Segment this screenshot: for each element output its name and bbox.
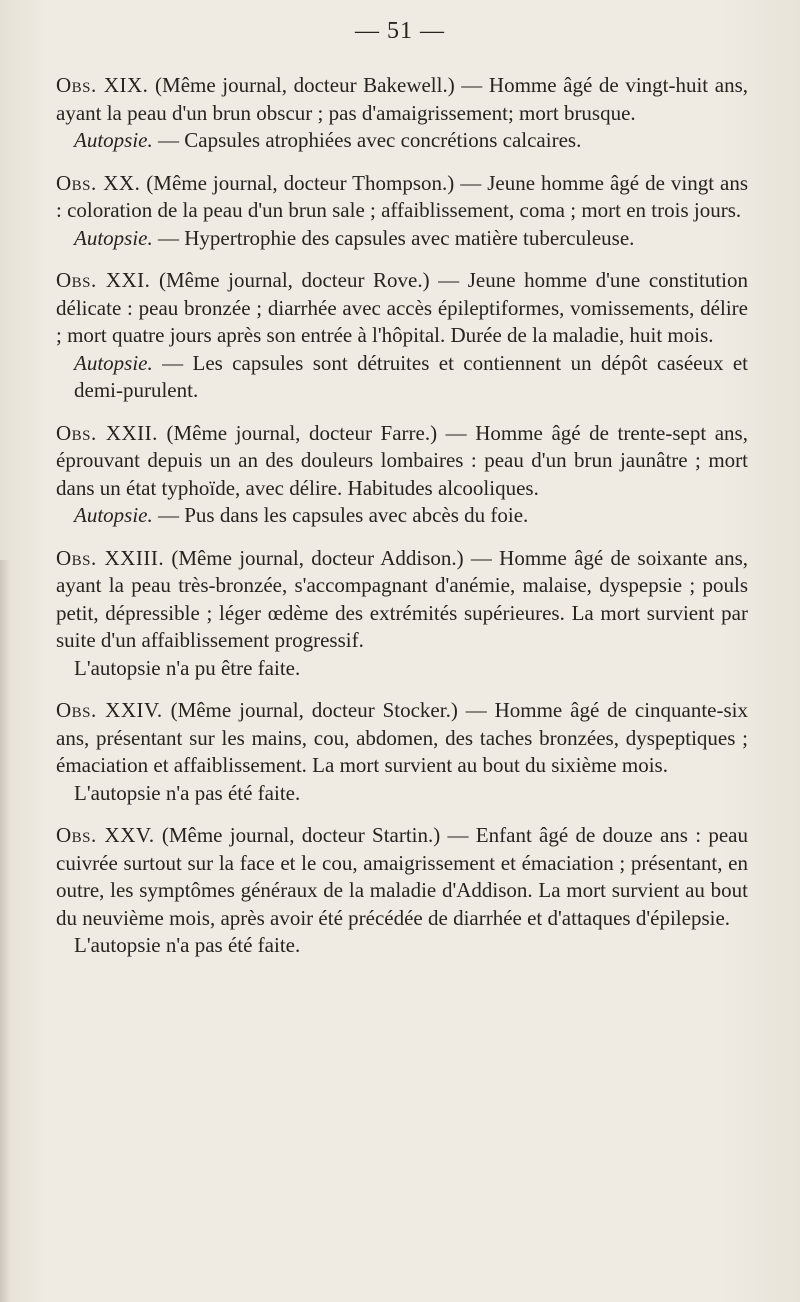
obs-body: (Même journal, docteur Farre.) — Homme âgé de trente-sept ans, éprouvant depuis un an des douleurs lombaires : peau d'un brun jaunâtre ; mort dans un état typhoïde, avec délire. Habitudes alcooliques.	[56, 420, 748, 500]
autopsy-note-25: L'autopsie n'a pas été faite.	[74, 933, 301, 957]
autopsy-note-24: L'autopsie n'a pas été faite.	[74, 780, 301, 805]
page-number: — 51 —	[355, 18, 445, 44]
observation-20	[56, 170, 748, 225]
obs-label: Obs. XXI.	[56, 268, 151, 292]
autopsy-text: — Hypertrophie des capsules avec matière tuberculeuse.	[152, 225, 635, 250]
autopsy-19	[56, 127, 748, 155]
obs-body: (Même journal, docteur Startin.) — Enfant âgé de douze ans : peau cuivrée surtout sur la face et le cou, amaigrissement et émaciation ; présentant, en outre, les symptômes généraux de la maladie d'Addison. La mort survient au bout du neuvième mois, après avoir été précédée de diarrhée et d'attaques d'épilepsie.	[56, 823, 748, 930]
autopsy-label: Autopsie.	[74, 128, 153, 152]
autopsy-label: Autopsie.	[74, 225, 153, 250]
obs-label: Obs. XXII.	[56, 420, 158, 445]
autopsy-text: — Les capsules sont détruites et contiennent un dépôt caséeux et demi-purulent.	[74, 350, 748, 402]
observation-24	[56, 697, 748, 780]
observation-21	[56, 267, 748, 350]
autopsy-label: Autopsie.	[74, 503, 153, 527]
observation-23	[56, 545, 748, 655]
obs-label: Obs. XX.	[56, 170, 141, 195]
page-spine-shadow	[0, 560, 10, 1302]
obs-label: Obs. XXIII.	[56, 545, 165, 570]
page-text	[56, 62, 748, 960]
obs-label: Obs. XXV.	[56, 823, 155, 847]
observation-22	[56, 420, 748, 503]
obs-body: (Même journal, docteur Addison.) — Homme âgé de soixante ans, ayant la peau très-bronzée, s'accompagnant d'anémie, malaise, dyspepsie ; pouls petit, dépressible ; léger œdème des extrémités supérieures. La mort survient par suite d'un affaiblissement progressif.	[56, 545, 748, 652]
autopsy-text: — Capsules atrophiées avec concrétions calcaires.	[152, 128, 582, 152]
autopsy-22	[56, 502, 748, 530]
autopsy-20	[56, 225, 748, 253]
autopsy-text: — Pus dans les capsules avec abcès du foie.	[152, 503, 529, 527]
observation-19	[56, 72, 748, 127]
obs-body: (Même journal, docteur Thompson.) — Jeune homme âgé de vingt ans : coloration de la peau d'un brun sale ; affaiblissement, coma ; mort en trois jours.	[56, 170, 748, 222]
autopsy-label: Autopsie.	[74, 350, 153, 375]
autopsy-note-23: L'autopsie n'a pu être faite.	[74, 655, 301, 680]
obs-label: Obs. XIX.	[56, 73, 149, 97]
observation-25	[56, 822, 748, 932]
obs-body: (Même journal, docteur Bakewell.) — Homme âgé de vingt-huit ans, ayant la peau d'un brun obscur ; pas d'amaigrissement; mort brusque.	[56, 73, 748, 125]
obs-body: (Même journal, docteur Rove.) — Jeune homme d'une constitution délicate : peau bronzée ; diarrhée avec accès épileptiformes, vomissements, délire ; mort quatre jours après son entrée à l'hôpital. Durée de la maladie, huit mois.	[56, 268, 748, 347]
obs-label: Obs. XXIV.	[56, 698, 163, 722]
obs-body: (Même journal, docteur Stocker.) — Homme âgé de cinquante-six ans, présentant sur les mains, cou, abdomen, des taches bronzées, dyspeptiques ; émaciation et affaiblissement. La mort survient au bout du sixième mois.	[56, 698, 749, 777]
autopsy-21	[56, 350, 748, 405]
